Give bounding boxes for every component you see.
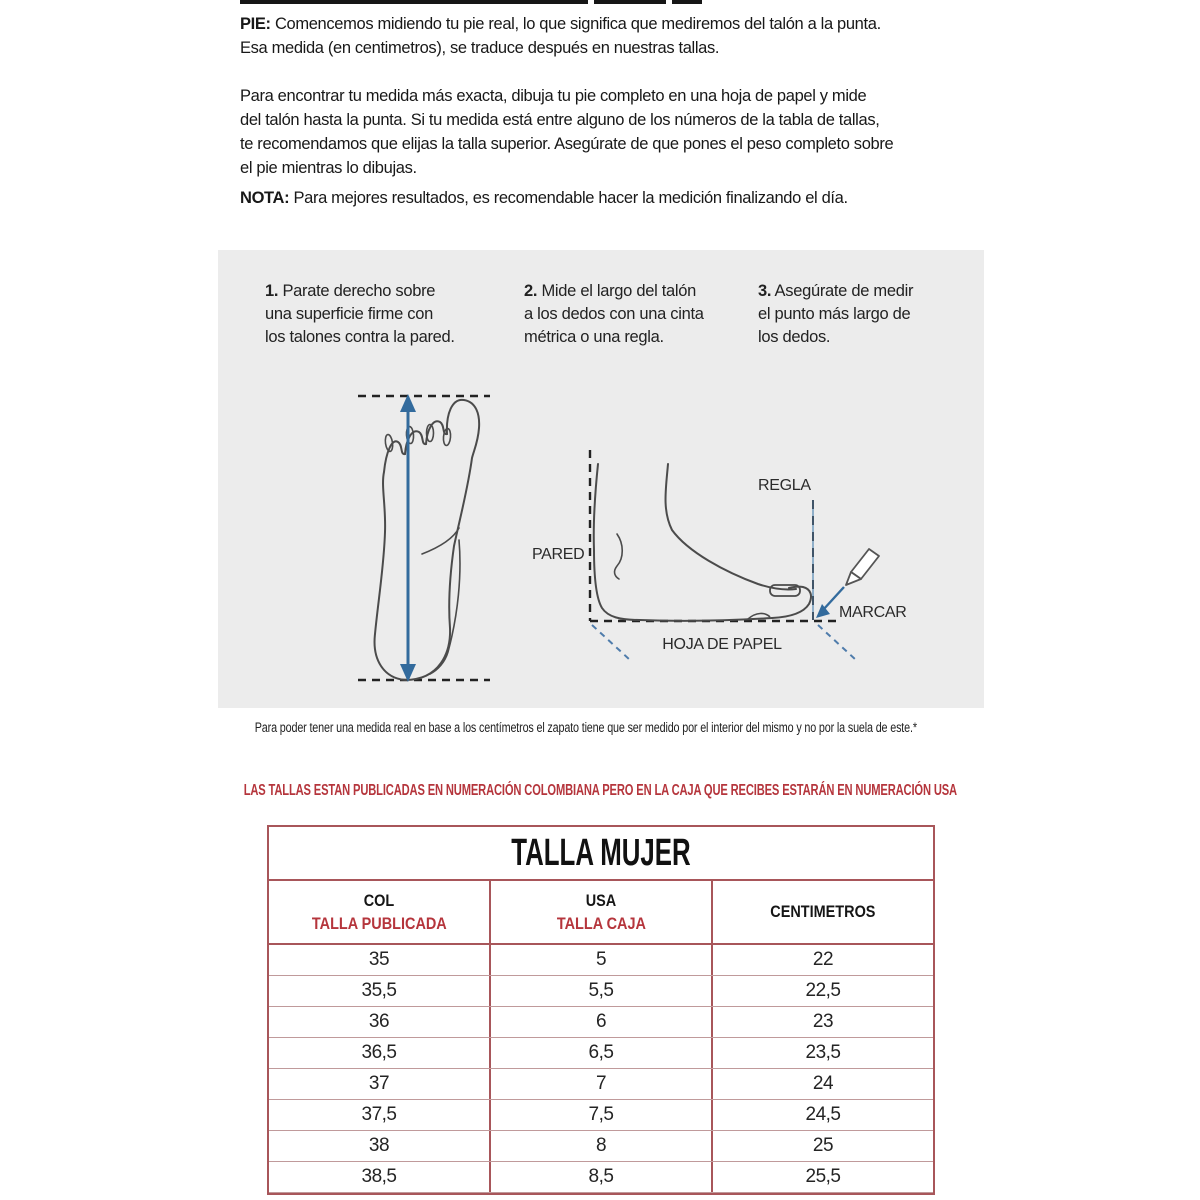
measure-line2: del talón hasta la punta. Si tu medida está entre alguno de los números de la tabla de tallas, xyxy=(240,111,880,129)
hoja-de-papel-label: HOJA DE PAPEL xyxy=(662,636,782,653)
table-title: TALLA MUJER xyxy=(511,831,691,874)
step-1-line3: los talones contra la pared. xyxy=(265,328,455,346)
step-1-line2: una superficie firme con xyxy=(265,305,433,323)
cell-cm: 23,5 xyxy=(805,1042,841,1063)
cropped-heading-remnant xyxy=(240,0,588,4)
table-row xyxy=(269,1069,933,1100)
column-header-col xyxy=(269,881,491,943)
cell-cm: 25 xyxy=(812,1135,834,1156)
pared-label: PARED xyxy=(532,546,585,563)
table-row xyxy=(269,976,933,1007)
step-2-line2: a los dedos con una cinta xyxy=(524,305,704,323)
cell-usa: 8,5 xyxy=(491,1162,713,1192)
marcar-label: MARCAR xyxy=(839,604,907,621)
ankle-detail xyxy=(615,534,623,579)
usa-header-line1: USA xyxy=(585,890,617,910)
pie-text-line2: Esa medida (en centimetros), se traduce después en nuestras tallas. xyxy=(240,39,720,57)
cell-usa: 5 xyxy=(491,945,713,975)
paper-corner-right-dashed xyxy=(818,625,856,660)
table-header-row xyxy=(269,881,933,945)
foot-top-view-diagram xyxy=(350,390,495,692)
cell-usa: 8 xyxy=(491,1131,713,1161)
measure-line3: te recomendamos que elijas la talla superior. Asegúrate de que pones el peso completo sobre xyxy=(240,135,894,153)
column-header-usa xyxy=(491,881,713,943)
table-row xyxy=(269,1131,933,1162)
step-2 xyxy=(524,280,704,349)
cell-col: 37 xyxy=(269,1069,491,1099)
step-3-line3: los dedos. xyxy=(758,328,831,346)
table-row xyxy=(269,1100,933,1131)
nota-label: NOTA: xyxy=(240,189,290,207)
cell-col: 37,5 xyxy=(269,1100,491,1130)
cell-usa: 7,5 xyxy=(491,1100,713,1130)
col-header-line1: COL xyxy=(363,890,395,910)
column-header-centimetros xyxy=(713,881,933,943)
paper-corner-left-dashed xyxy=(592,625,630,660)
col-header-line2: TALLA PUBLICADA xyxy=(311,913,447,933)
step-2-line3: métrica o una regla. xyxy=(524,328,664,346)
step-1-line1: Parate derecho sobre xyxy=(282,282,436,300)
cell-col: 38 xyxy=(269,1131,491,1161)
cell-cm: 24,5 xyxy=(805,1104,841,1125)
measurement-caption: Para poder tener una medida real en base a los centímetros el zapato tiene que ser medido por el interior del mismo y no por la suela de este.* xyxy=(254,720,918,735)
step-3-line1: Asegúrate de medir xyxy=(774,282,914,300)
toe-crease-marks xyxy=(384,425,451,452)
cell-col: 35,5 xyxy=(269,976,491,1006)
step-1-number: 1. xyxy=(265,282,279,300)
table-row xyxy=(269,1007,933,1038)
pencil-icon xyxy=(846,549,879,585)
cell-cm: 22,5 xyxy=(805,980,841,1001)
paragraph-measure xyxy=(240,84,960,180)
measure-line4: el pie mientras lo dibujas. xyxy=(240,159,417,177)
foot-side-view-diagram xyxy=(520,438,940,683)
usa-header-line2: TALLA CAJA xyxy=(556,913,646,933)
foot-sole-outline xyxy=(375,400,480,680)
cell-usa: 5,5 xyxy=(491,976,713,1006)
cell-col: 36,5 xyxy=(269,1038,491,1068)
measure-line1: Para encontrar tu medida más exacta, dibuja tu pie completo en una hoja de papel y mide xyxy=(240,87,867,105)
cell-usa: 6,5 xyxy=(491,1038,713,1068)
cell-cm: 24 xyxy=(812,1073,834,1094)
table-title-row xyxy=(269,827,933,881)
step-3-line2: el punto más largo de xyxy=(758,305,911,323)
cell-usa: 7 xyxy=(491,1069,713,1099)
paragraph-nota xyxy=(240,186,960,210)
pie-label: PIE: xyxy=(240,15,271,33)
cm-header-line1: CENTIMETROS xyxy=(770,902,876,921)
paragraph-pie xyxy=(240,12,960,60)
cell-col: 35 xyxy=(269,945,491,975)
regla-label: REGLA xyxy=(758,477,811,494)
cell-cm: 23 xyxy=(812,1011,834,1032)
step-3-number: 3. xyxy=(758,282,772,300)
women-size-table xyxy=(267,825,935,1195)
cell-usa: 6 xyxy=(491,1007,713,1037)
cell-cm: 25,5 xyxy=(805,1166,841,1187)
instructions-panel xyxy=(218,250,984,708)
nota-text: Para mejores resultados, es recomendable hacer la medición finalizando el día. xyxy=(293,189,848,207)
step-2-line1: Mide el largo del talón xyxy=(541,282,696,300)
table-row xyxy=(269,1038,933,1069)
cell-col: 38,5 xyxy=(269,1162,491,1192)
table-row xyxy=(269,1162,933,1193)
step-3 xyxy=(758,280,913,349)
table-row xyxy=(269,945,933,976)
pie-text-line1: Comencemos midiendo tu pie real, lo que significa que mediremos del talón a la punta. xyxy=(274,15,881,33)
sizing-notice: LAS TALLAS ESTAN PUBLICADAS EN NUMERACIÓN COLOMBIANA PERO EN LA CAJA QUE RECIBES ESTARÁN EN NUMERACIÓN USA xyxy=(243,782,957,799)
step-2-number: 2. xyxy=(524,282,538,300)
cropped-heading-remnant xyxy=(672,0,702,4)
cell-cm: 22 xyxy=(812,949,834,970)
cropped-heading-remnant xyxy=(594,0,666,4)
cell-col: 36 xyxy=(269,1007,491,1037)
step-1 xyxy=(265,280,455,349)
